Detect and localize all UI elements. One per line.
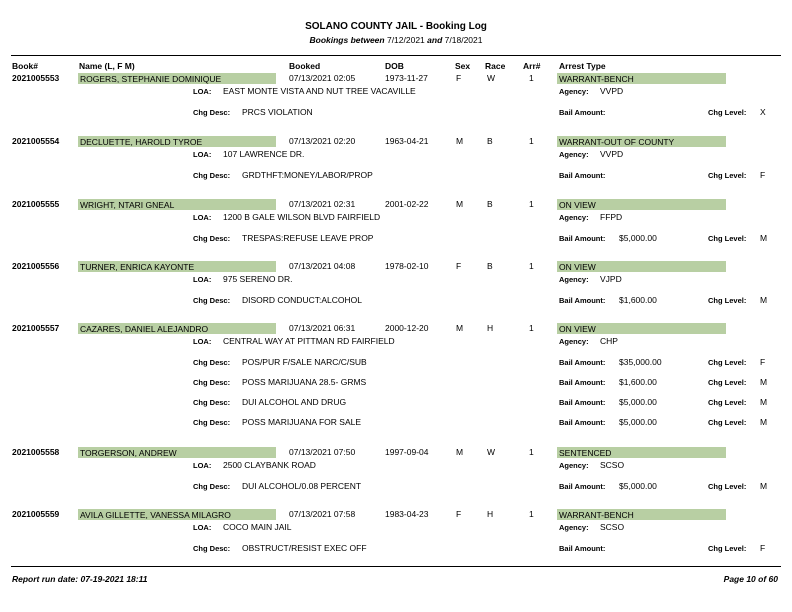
race: W [487,73,496,83]
arrest-count: 1 [529,261,534,271]
chg-desc-label: Chg Desc: [193,418,231,427]
agency-label: Agency: [559,523,589,532]
arrest-count: 1 [529,509,534,519]
charge-level: F [760,170,766,180]
chg-level-label: Chg Level: [708,544,747,553]
chg-level-label: Chg Level: [708,378,747,387]
arrest-type: ON VIEW [559,324,596,334]
loa-label: LOA: [193,213,212,222]
arrest-type: WARRANT-BENCH [559,510,634,520]
bail-amount-label: Bail Amount: [559,418,606,427]
col-arr: Arr# [523,61,541,71]
charge-level: M [760,295,768,305]
race: B [487,261,493,271]
bail-amount-label: Bail Amount: [559,378,606,387]
race: B [487,199,493,209]
col-booked: Booked [289,61,321,71]
person-name: DECLUETTE, HAROLD TYROE [80,137,203,147]
date-of-birth: 1983-04-23 [385,509,429,519]
charge-description: DUI ALCOHOL/0.08 PERCENT [242,481,362,491]
arrest-count: 1 [529,447,534,457]
agency-value: CHP [600,336,618,346]
booked-datetime: 07/13/2021 07:58 [289,509,356,519]
charge-description: TRESPAS:REFUSE LEAVE PROP [242,233,374,243]
bail-amount-label: Bail Amount: [559,482,606,491]
bail-amount: $1,600.00 [619,377,657,387]
date-of-birth: 2001-02-22 [385,199,429,209]
chg-desc-label: Chg Desc: [193,234,231,243]
chg-desc-label: Chg Desc: [193,171,231,180]
chg-desc-label: Chg Desc: [193,398,231,407]
bail-amount: $5,000.00 [619,481,657,491]
agency-value: VVPD [600,149,624,159]
booked-datetime: 07/13/2021 06:31 [289,323,356,333]
chg-desc-label: Chg Desc: [193,296,231,305]
agency-label: Agency: [559,150,589,159]
charge-level: M [760,481,768,491]
chg-desc-label: Chg Desc: [193,378,231,387]
bail-amount: $5,000.00 [619,233,657,243]
person-name: ROGERS, STEPHANIE DOMINIQUE [80,74,222,84]
race: H [487,509,494,519]
agency-value: VVPD [600,86,624,96]
bail-amount-label: Bail Amount: [559,171,606,180]
chg-level-label: Chg Level: [708,418,747,427]
agency-value: SCSO [600,522,625,532]
bail-amount-label: Bail Amount: [559,398,606,407]
booked-datetime: 07/13/2021 07:50 [289,447,356,457]
book-number: 2021005554 [12,136,60,146]
chg-desc-label: Chg Desc: [193,482,231,491]
person-name: WRIGHT, NTARI GNEAL [80,200,175,210]
loa-value: 975 SERENO DR. [223,274,293,284]
agency-label: Agency: [559,461,589,470]
charge-description: DISORD CONDUCT:ALCOHOL [242,295,362,305]
report-run-date: Report run date: 07-19-2021 18:11 [12,574,148,584]
loa-value: CENTRAL WAY AT PITTMAN RD FAIRFIELD [223,336,395,346]
bail-amount: $1,600.00 [619,295,657,305]
arrest-count: 1 [529,136,534,146]
loa-label: LOA: [193,150,212,159]
chg-desc-label: Chg Desc: [193,544,231,553]
col-dob: DOB [385,61,404,71]
charge-level: M [760,417,768,427]
arrest-count: 1 [529,73,534,83]
col-race: Race [485,61,506,71]
charge-level: X [760,107,766,117]
agency-value: SCSO [600,460,625,470]
sex: F [456,509,462,519]
arrest-type: ON VIEW [559,200,596,210]
arrest-count: 1 [529,323,534,333]
col-book: Book# [12,61,38,71]
charge-level: F [760,543,766,553]
loa-label: LOA: [193,87,212,96]
bail-amount-label: Bail Amount: [559,544,606,553]
loa-label: LOA: [193,461,212,470]
person-name: AVILA GILLETTE, VANESSA MILAGRO [80,510,231,520]
charge-description: GRDTHFT:MONEY/LABOR/PROP [242,170,373,180]
loa-label: LOA: [193,337,212,346]
bail-amount: $5,000.00 [619,417,657,427]
charge-description: DUI ALCOHOL AND DRUG [242,397,347,407]
bail-amount-label: Bail Amount: [559,358,606,367]
chg-level-label: Chg Level: [708,398,747,407]
report-subtitle [0,35,792,45]
charge-description: POS/PUR F/SALE NARC/C/SUB [242,357,367,367]
chg-level-label: Chg Level: [708,482,747,491]
chg-level-label: Chg Level: [708,234,747,243]
loa-label: LOA: [193,523,212,532]
charge-description: POSS MARIJUANA 28.5- GRMS [242,377,367,387]
chg-desc-label: Chg Desc: [193,358,231,367]
agency-label: Agency: [559,213,589,222]
date-of-birth: 2000-12-20 [385,323,429,333]
charge-level: M [760,377,768,387]
arrest-type: WARRANT-OUT OF COUNTY [559,137,675,147]
booked-datetime: 07/13/2021 04:08 [289,261,356,271]
col-sex: Sex [455,61,471,71]
charge-level: F [760,357,766,367]
bail-amount-label: Bail Amount: [559,296,606,305]
loa-value: 2500 CLAYBANK ROAD [223,460,316,470]
sex: F [456,261,462,271]
date-of-birth: 1978-02-10 [385,261,429,271]
book-number: 2021005558 [12,447,60,457]
col-arrest-type: Arrest Type [559,61,606,71]
bail-amount: $35,000.00 [619,357,662,367]
loa-value: EAST MONTE VISTA AND NUT TREE VACAVILLE [223,86,416,96]
person-name: TURNER, ENRICA KAYONTE [80,262,195,272]
agency-value: FFPD [600,212,623,222]
sex: F [456,73,462,83]
date-of-birth: 1997-09-04 [385,447,429,457]
col-name: Name (L, F M) [79,61,135,71]
subtitle-and: and [427,35,443,45]
report-title: SOLANO COUNTY JAIL - Booking Log [305,21,487,32]
agency-label: Agency: [559,87,589,96]
book-number: 2021005553 [12,73,60,83]
charge-description: OBSTRUCT/RESIST EXEC OFF [242,543,367,553]
header-rule [11,55,781,56]
sex: M [456,323,464,333]
book-number: 2021005555 [12,199,60,209]
arrest-type: WARRANT-BENCH [559,74,634,84]
booked-datetime: 07/13/2021 02:31 [289,199,356,209]
person-name: CAZARES, DANIEL ALEJANDRO [80,324,209,334]
chg-desc-label: Chg Desc: [193,108,231,117]
book-number: 2021005559 [12,509,60,519]
sex: M [456,447,464,457]
date-from: 7/12/2021 [386,35,425,45]
person-name: TORGERSON, ANDREW [80,448,177,458]
charge-description: POSS MARIJUANA FOR SALE [242,417,362,427]
arrest-type: ON VIEW [559,262,596,272]
charge-description: PRCS VIOLATION [242,107,313,117]
booked-datetime: 07/13/2021 02:20 [289,136,356,146]
arrest-type: SENTENCED [559,448,612,458]
date-of-birth: 1973-11-27 [385,73,428,83]
agency-label: Agency: [559,275,589,284]
bail-amount: $5,000.00 [619,397,657,407]
loa-value: 107 LAWRENCE DR. [223,149,305,159]
footer-rule [11,566,781,567]
charge-level: M [760,397,768,407]
chg-level-label: Chg Level: [708,171,747,180]
book-number: 2021005557 [12,323,60,333]
arrest-count: 1 [529,199,534,209]
agency-label: Agency: [559,337,589,346]
bail-amount-label: Bail Amount: [559,108,606,117]
date-of-birth: 1963-04-21 [385,136,429,146]
loa-value: COCO MAIN JAIL [223,522,292,532]
race: W [487,447,496,457]
loa-value: 1200 B GALE WILSON BLVD FAIRFIELD [223,212,381,222]
chg-level-label: Chg Level: [708,296,747,305]
sex: M [456,136,464,146]
agency-value: VJPD [600,274,622,284]
date-to: 7/18/2021 [444,35,483,45]
bail-amount-label: Bail Amount: [559,234,606,243]
race: B [487,136,493,146]
sex: M [456,199,464,209]
chg-level-label: Chg Level: [708,358,747,367]
book-number: 2021005556 [12,261,60,271]
page-number: Page 10 of 60 [723,574,778,584]
race: H [487,323,494,333]
booked-datetime: 07/13/2021 02:05 [289,73,356,83]
loa-label: LOA: [193,275,212,284]
chg-level-label: Chg Level: [708,108,747,117]
charge-level: M [760,233,768,243]
subtitle-prefix: Bookings between [309,35,385,45]
